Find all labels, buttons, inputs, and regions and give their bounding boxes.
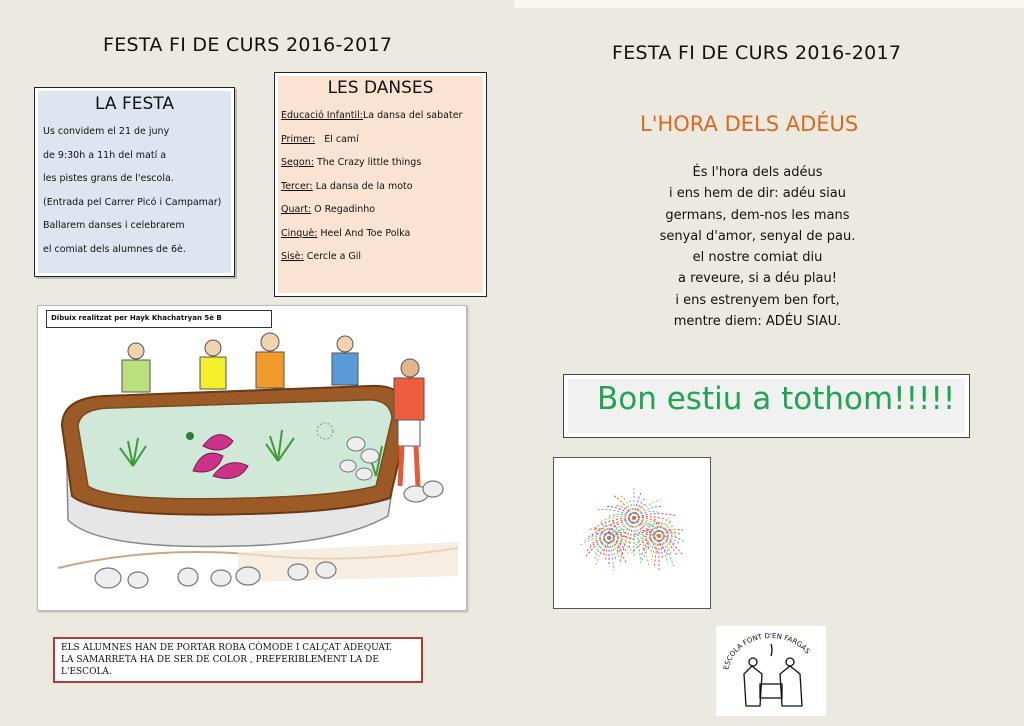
firework-streak xyxy=(605,523,609,538)
festa-line: (Entrada pel Carrer Picó i Campamar) xyxy=(43,196,222,208)
dance-level: Segon: xyxy=(281,157,314,168)
clothing-notice xyxy=(53,637,423,683)
fireworks-image xyxy=(553,457,711,609)
poem-line: senyal d'amor, senyal de pau. xyxy=(659,228,856,244)
drawing-caption: Dibuix realitzat per Hayk Khachatryan 5è B xyxy=(46,310,272,328)
goodbye-poem xyxy=(620,162,895,332)
festa-heading: LA FESTA xyxy=(95,94,174,114)
festa-line: el comiat dels alumnes de 6è. xyxy=(43,243,186,255)
festa-line: de 9:30h a 11h del matí a xyxy=(43,149,167,161)
fireworks-illustration xyxy=(554,458,712,610)
dance-name: Heel And Toe Polka xyxy=(317,227,411,239)
firework-streak xyxy=(629,498,634,518)
dance-row xyxy=(281,151,480,175)
poem-line: i ens hem de dir: adéu siau xyxy=(669,186,846,202)
page-divider-strip xyxy=(514,0,1024,8)
logo-arc-text: ESCOLA FONT D'EN FARGAS xyxy=(722,631,812,671)
school-logo-image xyxy=(716,626,826,716)
dance-row xyxy=(281,128,480,152)
right-page-title: FESTA FI DE CURS 2016-2017 xyxy=(612,42,902,64)
poem-line: germans, dem-nos les mans xyxy=(665,207,850,223)
goodbye-heading: L'HORA DELS ADÉUS xyxy=(640,112,859,136)
poem-line: a reveure, si a déu plau! xyxy=(678,271,837,287)
dance-row xyxy=(281,222,480,246)
dance-row xyxy=(281,104,480,128)
poem-line: És l'hora dels adéus xyxy=(692,165,823,180)
danses-box xyxy=(274,72,487,297)
festa-line: Us convidem el 21 de juny xyxy=(43,126,170,137)
summer-banner xyxy=(563,374,970,438)
dance-name: La dansa de la moto xyxy=(312,180,413,192)
dance-row xyxy=(281,245,480,269)
dance-name: The Crazy little things xyxy=(313,157,422,168)
dance-level: Tercer: xyxy=(281,180,313,192)
banner-text: Bon estiu a tothom!!!!! xyxy=(597,381,956,417)
dance-name: La dansa del sabater xyxy=(363,110,463,121)
notice-line: L'ESCOLA. xyxy=(61,667,112,677)
festa-line: les pistes grans de l'escola. xyxy=(43,173,174,184)
festa-info-box xyxy=(34,87,235,277)
dance-level: Sisè: xyxy=(281,251,304,262)
dance-name: O Regadinho xyxy=(311,204,376,215)
poem-line: el nostre comiat diu xyxy=(692,250,823,266)
student-drawing xyxy=(37,305,467,611)
dance-name: El camí xyxy=(315,133,359,145)
danses-heading: LES DANSES xyxy=(327,78,434,98)
dance-row xyxy=(281,175,480,199)
notice-line: ELS ALUMNES HAN DE PORTAR ROBA CÒMODE I CALÇAT ADEQUAT. xyxy=(61,643,392,653)
pool-drawing-illustration xyxy=(38,306,468,612)
dance-level: Quart: xyxy=(281,204,312,215)
poem-line: i ens estrenyem ben fort, xyxy=(675,292,840,308)
firework-streak xyxy=(595,538,609,559)
notice-line: LA SAMARRETA HA DE SER DE COLOR , PREFERIBLEMENT LA DE xyxy=(61,655,379,665)
dance-level: Educació Infantil: xyxy=(281,110,364,121)
dance-level: Cinquè: xyxy=(281,227,318,239)
school-logo xyxy=(716,626,826,716)
poem-line: mentre diem: ADÉU SIAU. xyxy=(673,314,842,330)
dance-name: Cercle a Gil xyxy=(303,251,362,262)
festa-line: Ballarem danses i celebrarem xyxy=(43,220,185,231)
left-page-title: FESTA FI DE CURS 2016-2017 xyxy=(103,34,393,56)
dance-level: Primer: xyxy=(281,133,316,145)
dance-row xyxy=(281,198,480,222)
firework-streak xyxy=(621,496,634,518)
